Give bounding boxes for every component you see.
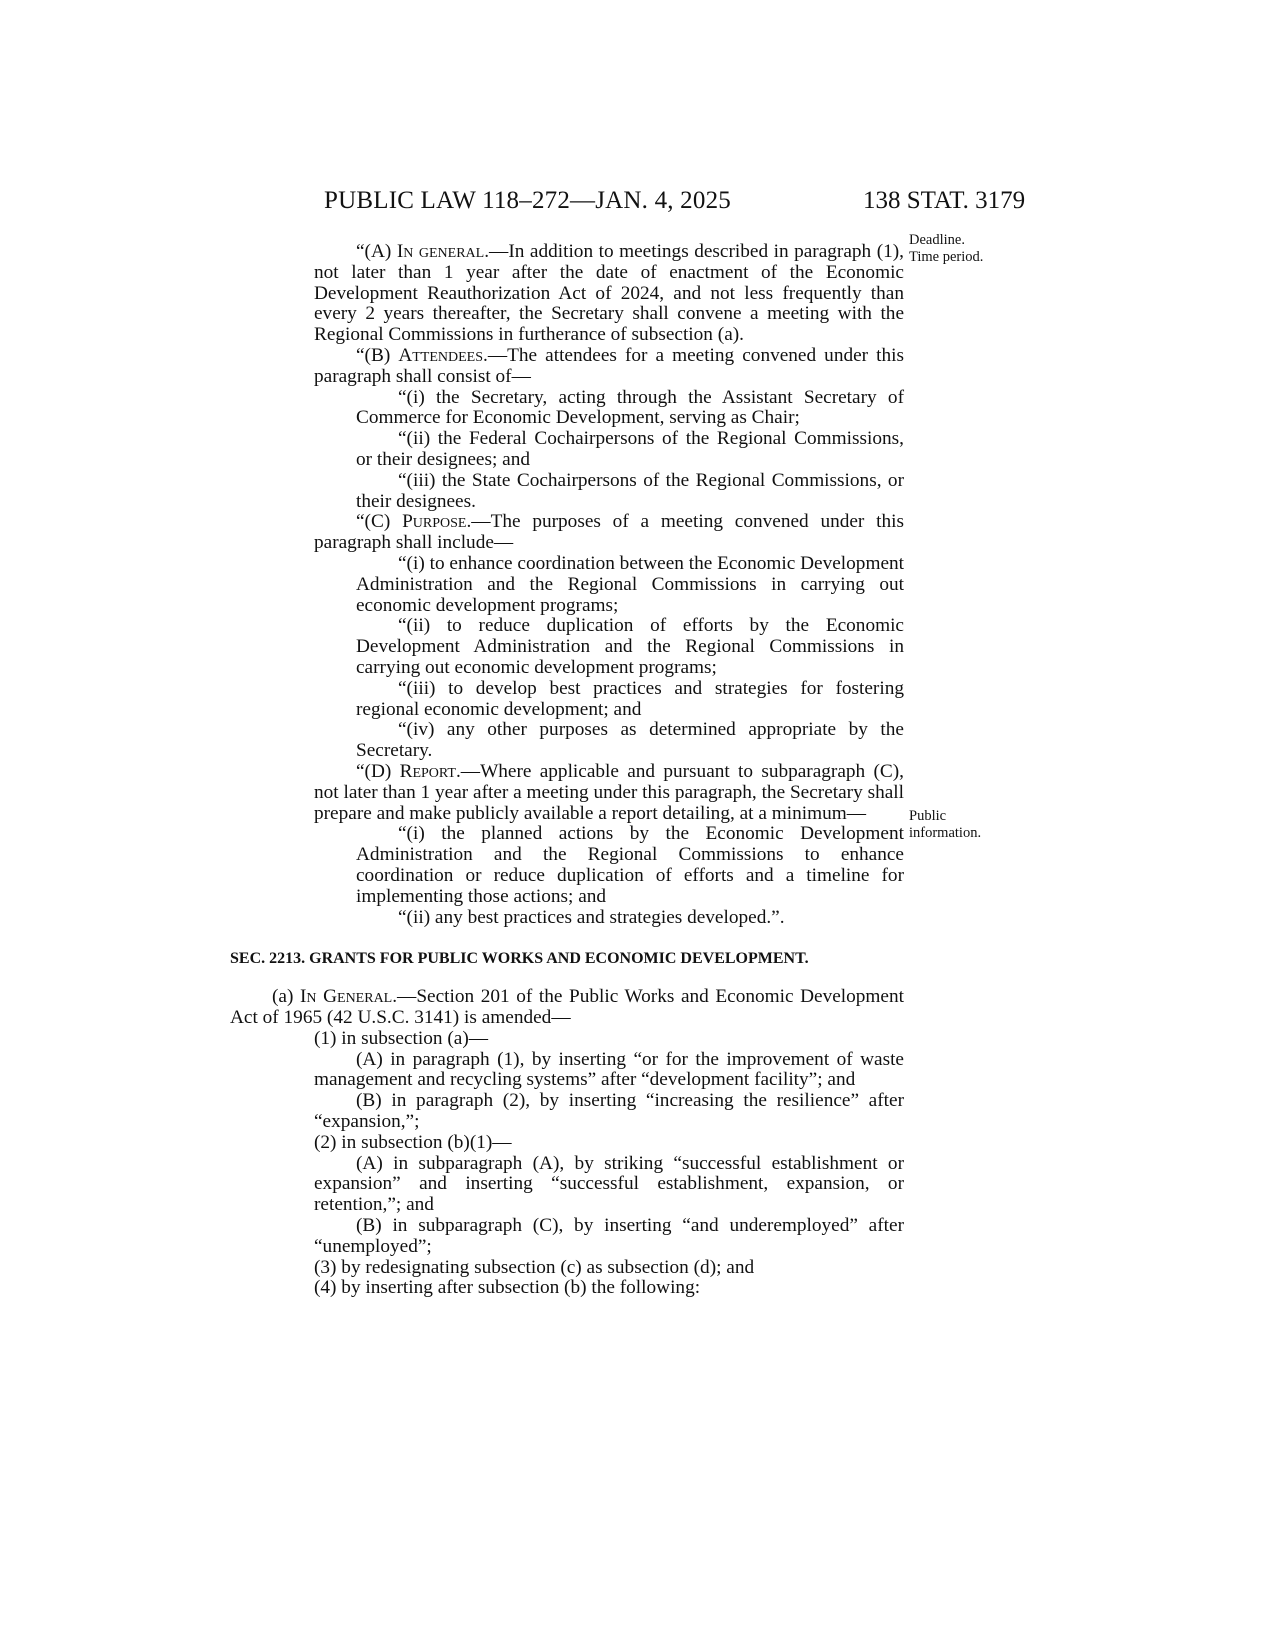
amendment-item-2-A: (A) in subparagraph (A), by striking “successful establishment or expansion” and inserting “successful establishment, expansion, or retention,”; and <box>314 1152 904 1216</box>
paragraph-c <box>230 512 904 554</box>
paragraph-a <box>230 242 904 346</box>
margin-note-time-period: Time period. <box>909 249 984 265</box>
subsection-a <box>230 987 904 1029</box>
amendment-item-4: (4) by inserting after subsection (b) the following: <box>314 1277 701 1299</box>
clause-c-iii: “(iii) to develop best practices and strategies for fostering regional economic development; and <box>356 677 904 720</box>
paragraph-d-heading: Report <box>399 760 456 782</box>
section-heading: SEC. 2213. GRANTS FOR PUBLIC WORKS AND ECONOMIC DEVELOPMENT. <box>230 950 809 968</box>
subsection-a-heading: In General <box>299 986 393 1008</box>
paragraph-a-label: “(A) <box>356 241 397 262</box>
paragraph-c-heading: Purpose <box>402 511 467 533</box>
paragraph-b-label: “(B) <box>356 344 399 366</box>
clause-b-i: “(i) the Secretary, acting through the Assistant Secretary of Commerce for Economic Development, serving as Chair; <box>356 386 904 429</box>
paragraph-d <box>230 762 904 824</box>
margin-note-deadline: Deadline. <box>909 232 965 248</box>
clause-b-ii: “(ii) the Federal Cochairpersons of the Regional Commissions, or their designees; and <box>356 428 904 470</box>
clause-d-i: “(i) the planned actions by the Economic Development Administration and the Regional Commissions to enhance coordination or reduce duplication of efforts and a timeline for implementing those actions; and <box>356 823 904 907</box>
clause-c-ii: “(ii) to reduce duplication of efforts by the Economic Development Administration and the Regional Commissions in carrying out economic development programs; <box>356 615 904 678</box>
stat-page-number: 138 STAT. 3179 <box>863 187 1026 214</box>
clause-b-iii: “(iii) the State Cochairpersons of the Regional Commissions, or their designees. <box>356 469 904 512</box>
clause-d-ii: “(ii) any best practices and strategies developed.”. <box>398 906 785 928</box>
subsection-a-label: (a) <box>272 986 300 1008</box>
paragraph-b-heading: Attendees <box>398 344 484 366</box>
paragraph-d-text: .—Where applicable and pursuant to subparagraph (C), not later than 1 year after a meeting under this paragraph, the Secretary shall prepare and make publicly available a report detailing, at a minimum— <box>314 760 904 824</box>
amendment-item-3: (3) by redesignating subsection (c) as subsection (d); and <box>314 1256 755 1278</box>
paragraph-a-heading: In general <box>396 241 485 262</box>
amendment-item-1-B: (B) in paragraph (2), by inserting “increasing the resilience” after “expansion,”; <box>314 1090 904 1133</box>
amendment-item-2-B: (B) in subparagraph (C), by inserting “and underemployed” after “unemployed”; <box>314 1215 904 1257</box>
amendment-item-1-A: (A) in paragraph (1), by inserting “or for the improvement of waste management and recycling systems” after “development facility”; and <box>314 1048 904 1091</box>
paragraph-c-text: .—The purposes of a meeting convened under this paragraph shall include— <box>314 511 904 554</box>
paragraph-b-text: .—The attendees for a meeting convened under this paragraph shall consist of— <box>314 344 904 387</box>
paragraph-c-label: “(C) <box>356 511 403 533</box>
paragraph-d-label: “(D) <box>356 760 400 782</box>
amendment-item-2: (2) in subsection (b)(1)— <box>314 1131 512 1153</box>
clause-c-iv: “(iv) any other purposes as determined appropriate by the Secretary. <box>356 719 904 762</box>
statute-body <box>230 242 904 1299</box>
clause-c-i: “(i) to enhance coordination between the Economic Development Administration and the Regional Commissions in carrying out economic development programs; <box>356 552 904 616</box>
subsection-a-text: .—Section 201 of the Public Works and Economic Development Act of 1965 (42 U.S.C. 3141) is amended— <box>230 986 904 1029</box>
paragraph-a-text: .—In addition to meetings described in paragraph (1), not later than 1 year after the date of enactment of the Economic Development Reauthorization Act of 2024, and not less frequently than every 2 years thereafter, the Secretary shall convene a meeting with the Regional Commissions in furtherance of subsection (a). <box>314 241 904 346</box>
law-citation-header: PUBLIC LAW 118–272—JAN. 4, 2025 <box>324 187 731 214</box>
margin-note-public: Public <box>909 808 947 824</box>
paragraph-b <box>230 346 904 388</box>
margin-note-information: information. <box>909 825 982 841</box>
amendment-item-1: (1) in subsection (a)— <box>314 1027 489 1049</box>
